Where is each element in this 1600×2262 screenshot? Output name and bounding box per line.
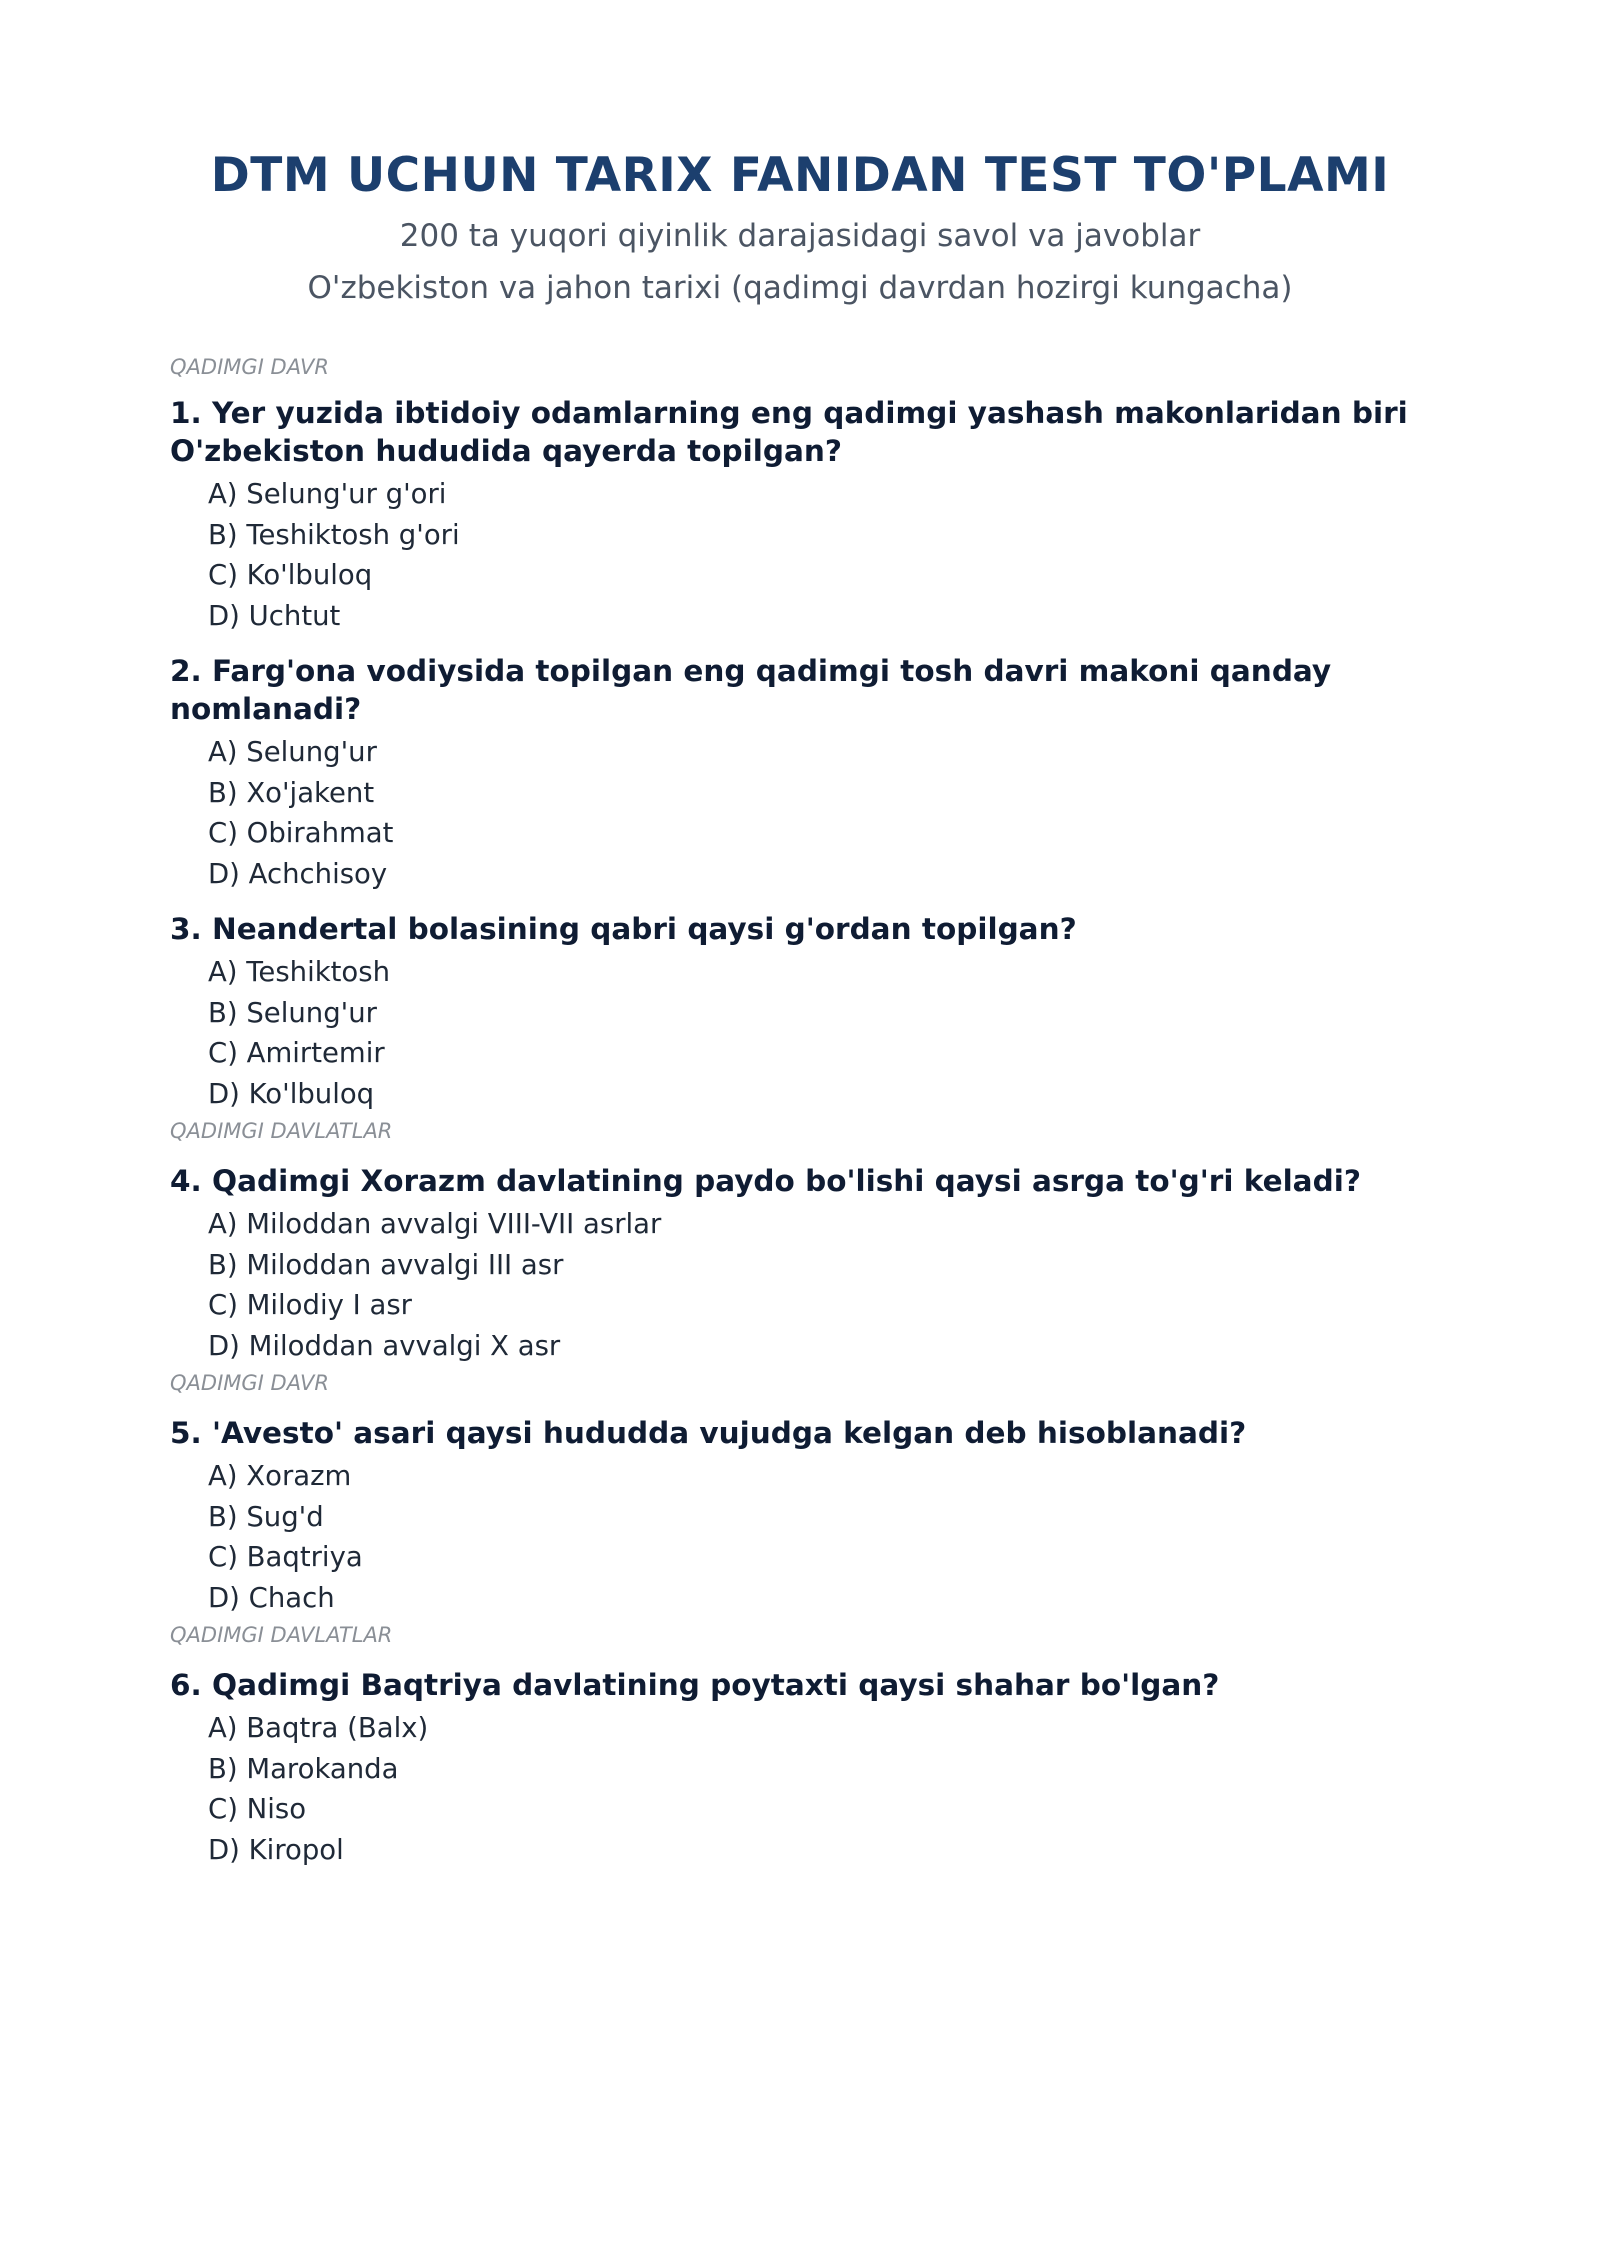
question-text: 6. Qadimgi Baqtriya davlatining poytaxti qaysi shahar bo'lgan? [170,1668,1220,1702]
answer-options [170,474,1450,636]
answer-option: A) Teshiktosh [208,956,391,988]
question [170,1162,1450,1366]
document-subtitle-scope: O'zbekiston va jahon tarixi (qadimgi davrdan hozirgi kungacha) [307,270,1293,306]
question-block-2 [170,652,1450,894]
answer-options [170,1456,1450,1618]
answer-option: D) Uchtut [208,599,341,632]
question [170,1414,1450,1618]
section-label: QADIMGI DAVR [170,1371,329,1395]
answer-option: D) Chach [208,1581,335,1614]
answer-option: A) Baqtra (Balx) [208,1712,429,1744]
document-title: DTM UCHUN TARIX FANIDAN TEST TO'PLAMI [210,148,1390,203]
answer-option: C) Milodiy I asr [208,1289,412,1321]
question-text: 2. Farg'ona vodiysida topilgan eng qadimgi tosh davri makoni qanday nomlanadi? [170,654,1332,726]
section-label: QADIMGI DAVLATLAR [170,1623,393,1647]
section-label: QADIMGI DAVR [170,355,329,379]
section-label: QADIMGI DAVLATLAR [170,1119,393,1143]
answer-option: A) Miloddan avvalgi VIII-VII asrlar [208,1208,662,1240]
answer-option: A) Selung'ur [208,736,377,768]
question [170,910,1450,1114]
question-text: 3. Neandertal bolasining qabri qaysi g'ordan topilgan? [170,912,1077,946]
answer-option: B) Selung'ur [208,996,377,1029]
answer-option: C) Baqtriya [208,1541,363,1573]
document-subtitle: 200 ta yuqori qiyinlik darajasidagi savol va javoblar [399,218,1201,254]
question-block-4 [170,1114,1450,1366]
answer-option: C) Amirtemir [208,1037,385,1069]
answer-option: A) Selung'ur g'ori [208,478,447,510]
question-block-3 [170,910,1450,1114]
question-text: 1. Yer yuzida ibtidoiy odamlarning eng qadimgi yashash makonlaridan biri O'zbekiston hududida qayerda topilgan? [170,396,1408,468]
answer-option: B) Sug'd [208,1500,324,1533]
answer-option: B) Xo'jakent [208,776,375,809]
answer-option: D) Ko'lbuloq [208,1077,375,1110]
question-block-5 [170,1366,1450,1618]
question [170,1666,1450,1870]
answer-option: C) Niso [208,1793,307,1825]
answer-option: B) Teshiktosh g'ori [208,518,460,551]
question [170,394,1450,636]
question-text: 5. 'Avesto' asari qaysi hududda vujudga kelgan deb hisoblanadi? [170,1416,1247,1450]
question-block-6 [170,1618,1450,1870]
answer-options [170,1708,1450,1870]
answer-options [170,732,1450,894]
answer-options [170,1204,1450,1366]
answer-option: A) Xorazm [208,1460,352,1492]
answer-option: B) Miloddan avvalgi III asr [208,1248,564,1281]
question-list [170,350,1450,1870]
answer-option: C) Ko'lbuloq [208,559,373,591]
answer-option: C) Obirahmat [208,817,394,849]
question [170,652,1450,894]
answer-option: D) Miloddan avvalgi X asr [208,1329,561,1362]
answer-option: D) Achchisoy [208,857,388,890]
question-block-1 [170,350,1450,636]
answer-options [170,952,1450,1114]
answer-option: B) Marokanda [208,1752,399,1785]
document-header [0,148,1600,314]
answer-option: D) Kiropol [208,1833,344,1866]
question-text: 4. Qadimgi Xorazm davlatining paydo bo'lishi qaysi asrga to'g'ri keladi? [170,1164,1361,1198]
